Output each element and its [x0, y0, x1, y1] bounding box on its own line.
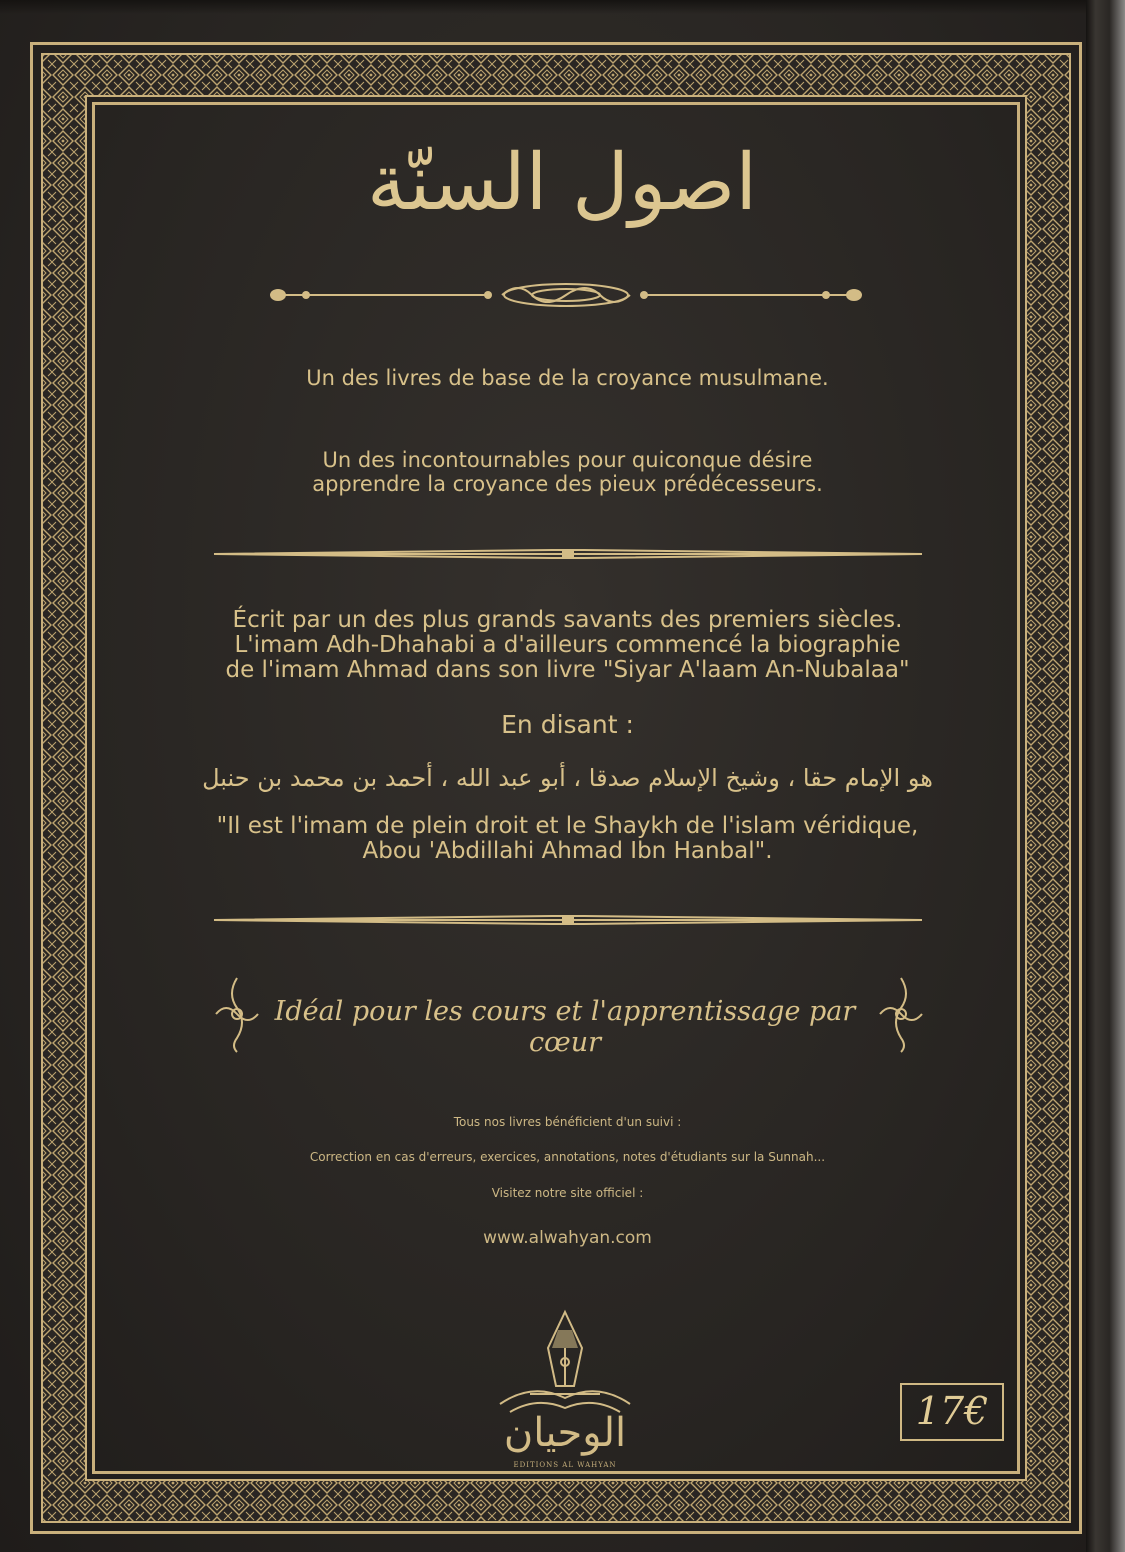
quote-translation-line-1: "Il est l'imam de plein droit et le Shaykh de l'islam véridique,: [216, 813, 919, 839]
intro-paragraph-line-2: apprendre la croyance des pieux prédécesseurs.: [312, 472, 823, 496]
quote-translation: [180, 814, 955, 864]
author-paragraph: [180, 608, 955, 683]
right-flourish-icon: [876, 974, 926, 1054]
pen-nib-book-logo-icon: [470, 1308, 660, 1418]
divider-ornament-icon: [212, 544, 924, 564]
author-paragraph-line-1: Écrit par un des plus grands savants des premiers siècles.: [232, 607, 903, 633]
author-paragraph-line-3: de l'imam Ahmad dans son livre "Siyar A'laam An-Nubalaa": [225, 657, 910, 683]
arabic-title: اصول السنّة: [366, 138, 758, 228]
website-url: www.alwahyan.com: [483, 1228, 652, 1248]
follow-up-details: Correction en cas d'erreurs, exercices, annotations, notes d'étudiants sur la Sunnah...: [309, 1150, 826, 1164]
price-badge: 17€: [900, 1383, 1004, 1441]
book-spine-edge: [1086, 0, 1125, 1552]
author-paragraph-line-2: L'imam Adh-Dhahabi a d'ailleurs commencé la biographie: [234, 632, 901, 658]
intro-paragraph-line-1: Un des incontournables pour quiconque désire: [322, 448, 813, 472]
publisher-name: EDITIONS AL WAHYAN: [513, 1461, 617, 1469]
left-flourish-icon: [212, 974, 262, 1054]
divider-ornament-icon: [212, 910, 924, 930]
ideal-tagline: Idéal pour les cours et l'apprentissage par cœur: [274, 996, 856, 1058]
filigree-ornament-icon: [266, 278, 866, 312]
follow-up-note: Tous nos livres bénéficient d'un suivi :: [453, 1115, 682, 1129]
quote-translation-line-2: Abou 'Abdillahi Ahmad Ibn Hanbal".: [362, 838, 773, 864]
publisher-logo-arabic: الوحيان: [503, 1410, 627, 1456]
intro-paragraph: [200, 448, 935, 496]
cover-shadow: [0, 0, 1105, 14]
intro-line: Un des livres de base de la croyance musulmane.: [306, 366, 829, 390]
visit-site-note: Visitez notre site officiel :: [491, 1186, 644, 1200]
en-disant: En disant :: [501, 710, 634, 739]
arabic-quote: هو الإمام حقا ، وشيخ الإسلام صدقا ، أبو عبد الله ، أحمد بن محمد بن حنبل: [202, 764, 933, 792]
